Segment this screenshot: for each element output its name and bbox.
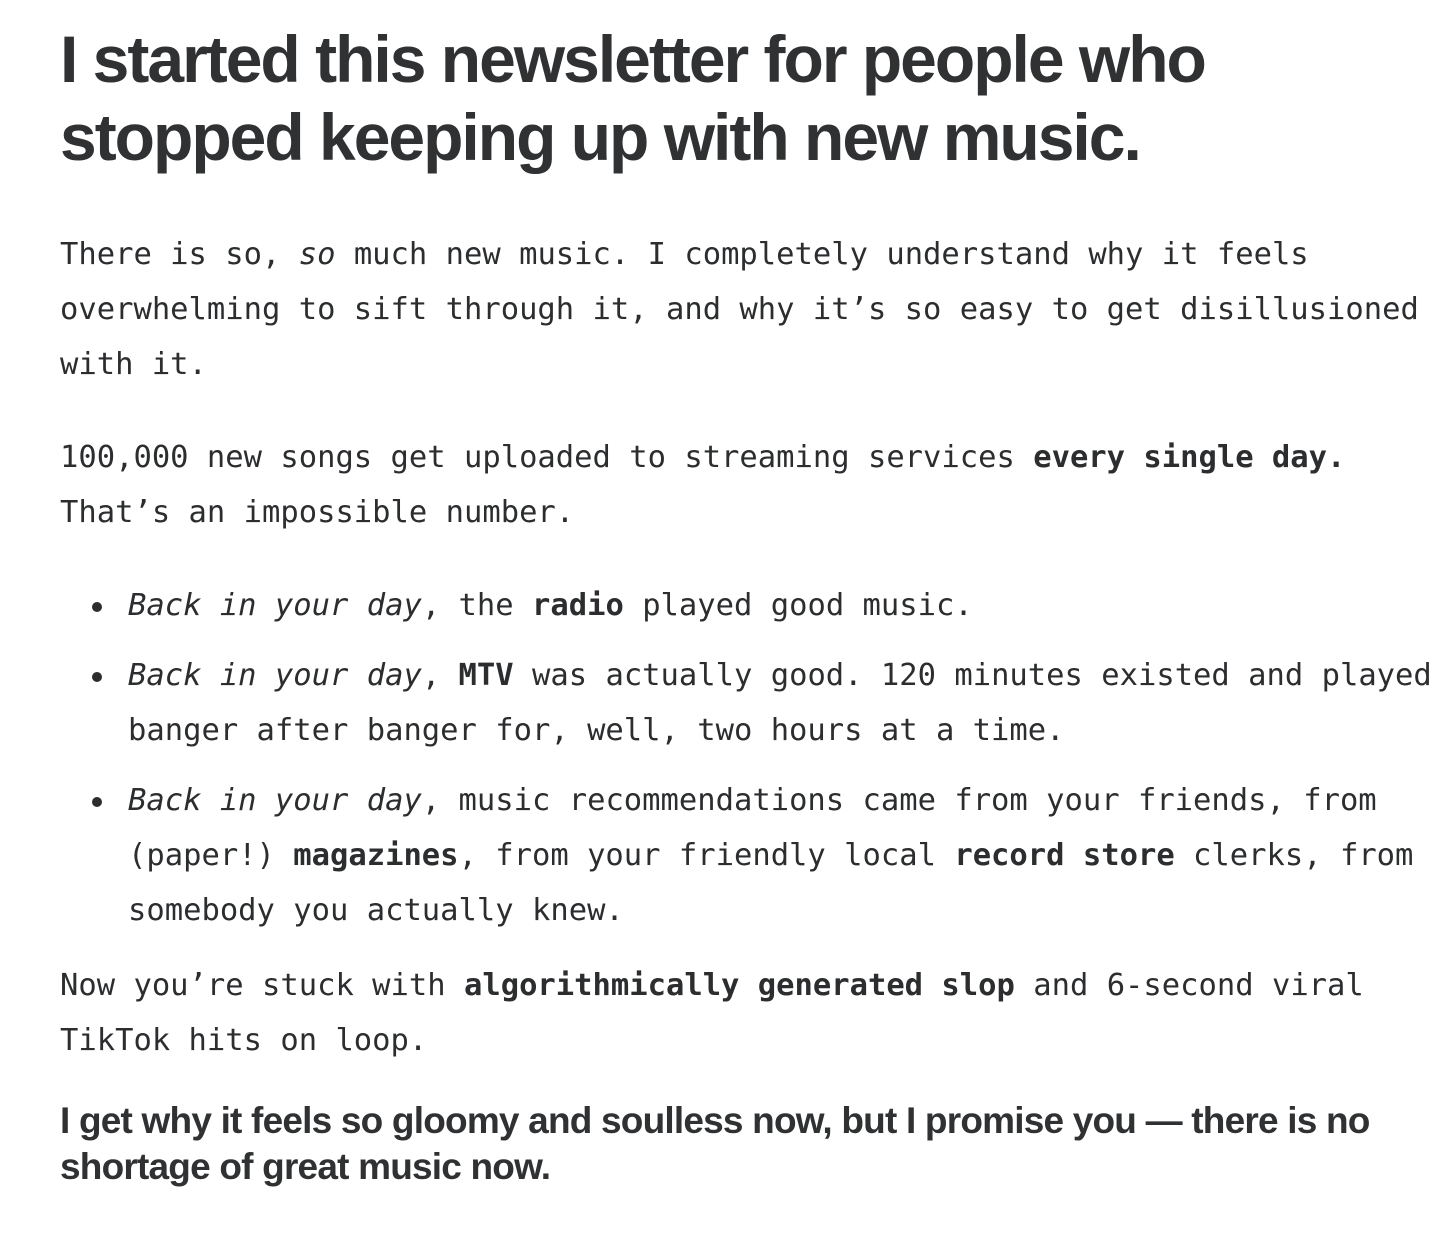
bullet-dot-icon xyxy=(92,602,102,612)
list-item-text: played good music. xyxy=(623,588,973,623)
stat-text-c: That’s an impossible number. xyxy=(60,495,575,530)
list-item-bold: radio xyxy=(532,588,624,623)
now-text-c: and 6-second viral TikTok hits on loop. xyxy=(60,968,1364,1058)
list-item-text: , xyxy=(421,658,459,693)
list-item xyxy=(60,773,1450,938)
headline: I started this newsletter for people who stopped keeping up with new music. xyxy=(60,22,1205,174)
list-item-text: , music recommendations came from your friends, from (paper!) xyxy=(128,783,1377,873)
bullet-dot-icon xyxy=(92,797,102,807)
now-emphasis: algorithmically generated slop xyxy=(463,968,1015,1003)
intro-emphasis: so xyxy=(298,237,336,272)
intro-text-c: much new music. I completely understand why it feels overwhelming to sift through it, and why it’s so easy to get disillusioned with it. xyxy=(60,237,1419,382)
now-paragraph xyxy=(60,958,1450,1068)
list-item-bold: record store xyxy=(954,838,1175,873)
closing-statement: I get why it feels so gloomy and soulless now, but I promise you — there is no shortage of great music now. xyxy=(60,1100,1370,1187)
list-item xyxy=(60,648,1450,758)
stat-emphasis: every single day. xyxy=(1033,440,1346,475)
intro-paragraph xyxy=(60,227,1450,392)
list-item-bold: magazines xyxy=(293,838,459,873)
list-item-text: was actually good. 120 minutes existed and played banger after banger for, well, two hours at a time. xyxy=(128,658,1432,748)
bullet-dot-icon xyxy=(92,672,102,682)
stat-text-a: 100,000 new songs get uploaded to streaming services xyxy=(60,440,1034,475)
intro-text-a: There is so, xyxy=(60,237,299,272)
list-item-bold: MTV xyxy=(458,658,514,693)
now-text-a: Now you’re stuck with xyxy=(60,968,464,1003)
stat-paragraph xyxy=(60,430,1450,540)
list-item-italic: Back in your day xyxy=(128,783,422,818)
list-item-text: , the xyxy=(421,588,532,623)
back-in-your-day-list xyxy=(60,578,1450,938)
newsletter-content xyxy=(60,0,1450,1190)
list-item-italic: Back in your day xyxy=(128,658,422,693)
list-item xyxy=(60,578,1450,633)
list-item-italic: Back in your day xyxy=(128,588,422,623)
list-item-text: clerks, from somebody you actually knew. xyxy=(128,838,1414,928)
list-item-text: , from your friendly local xyxy=(458,838,955,873)
